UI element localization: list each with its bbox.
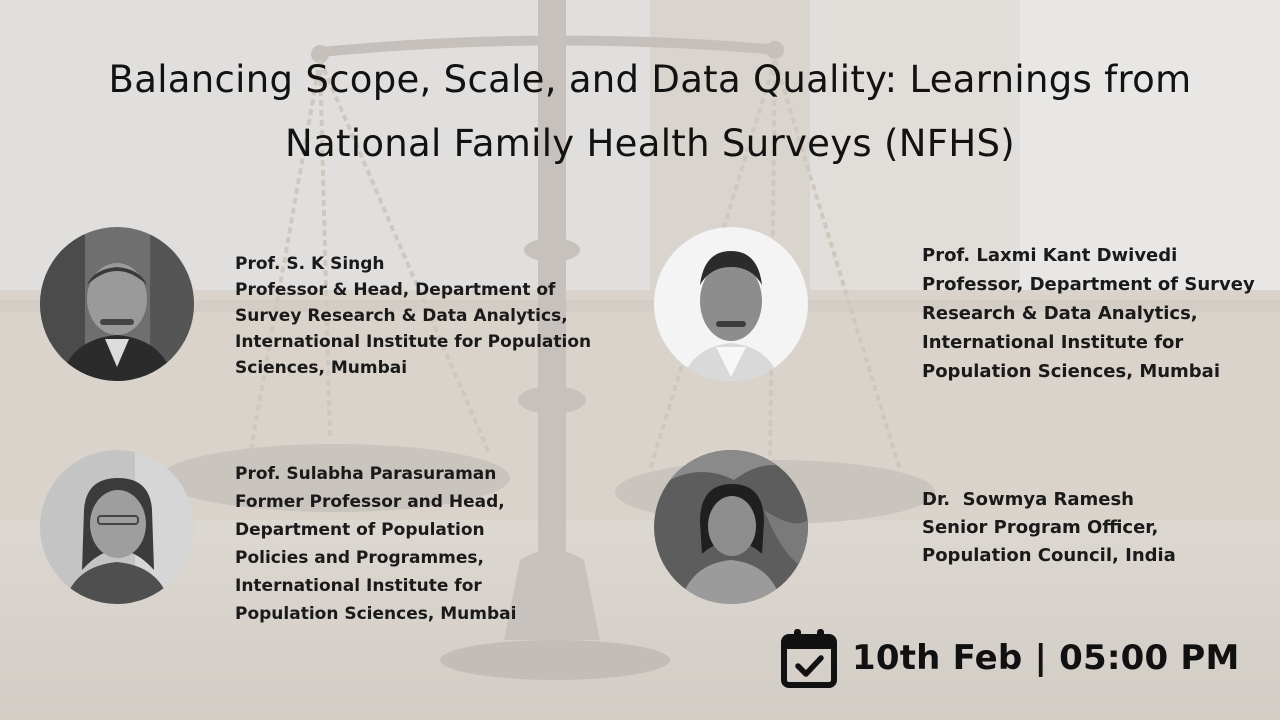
speaker-affiliation-line: Population Sciences, Mumbai xyxy=(235,604,517,624)
speaker-photo-s-k-singh xyxy=(40,227,194,381)
speaker-name: Prof. Laxmi Kant Dwivedi xyxy=(922,245,1178,266)
speaker-affiliation-line: Department of Population xyxy=(235,520,485,540)
speaker-photo-sulabha-parasuraman xyxy=(40,450,194,604)
portrait-placeholder xyxy=(40,450,194,604)
speaker-bio-sowmya-ramesh xyxy=(922,486,1176,570)
speaker-affiliation-line: International Institute for xyxy=(922,332,1184,353)
speaker-affiliation-line: Population Council, India xyxy=(922,545,1176,566)
speaker-affiliation-line: Sciences, Mumbai xyxy=(235,358,408,378)
speaker-photo-sowmya-ramesh xyxy=(654,450,808,604)
speaker-affiliation-line: Professor, Department of Survey xyxy=(922,274,1255,295)
title-line-2: National Family Health Surveys (NFHS) xyxy=(285,122,1015,165)
event-date-text: 10th Feb | 05:00 PM xyxy=(852,638,1240,678)
speaker-bio-s-k-singh xyxy=(235,251,591,381)
speaker-affiliation-line: Former Professor and Head, xyxy=(235,492,505,512)
speaker-affiliation-line: Senior Program Officer, xyxy=(922,517,1159,538)
speaker-affiliation-line: Population Sciences, Mumbai xyxy=(922,361,1221,382)
speaker-bio-laxmi-kant-dwivedi xyxy=(922,241,1255,386)
title-line-1: Balancing Scope, Scale, and Data Quality: Learnings from xyxy=(108,58,1192,101)
speaker-photo-laxmi-kant-dwivedi xyxy=(654,227,808,381)
portrait-placeholder xyxy=(40,227,194,381)
speaker-name: Dr. Sowmya Ramesh xyxy=(922,489,1134,510)
speaker-affiliation-line: International Institute for Population xyxy=(235,332,592,352)
speaker-affiliation-line: Survey Research & Data Analytics, xyxy=(235,306,568,326)
speaker-bio-sulabha-parasuraman xyxy=(235,460,516,628)
speaker-affiliation-line: Professor & Head, Department of xyxy=(235,280,556,300)
page-title xyxy=(0,48,1280,176)
portrait-placeholder xyxy=(654,450,808,604)
speaker-affiliation-line: Research & Data Analytics, xyxy=(922,303,1198,324)
calendar-check-icon xyxy=(780,627,838,689)
speaker-affiliation-line: International Institute for xyxy=(235,576,482,596)
speaker-name: Prof. S. K Singh xyxy=(235,254,385,274)
portrait-placeholder xyxy=(654,227,808,381)
speaker-name: Prof. Sulabha Parasuraman xyxy=(235,464,497,484)
event-date-time xyxy=(780,626,1240,690)
speaker-affiliation-line: Policies and Programmes, xyxy=(235,548,485,568)
